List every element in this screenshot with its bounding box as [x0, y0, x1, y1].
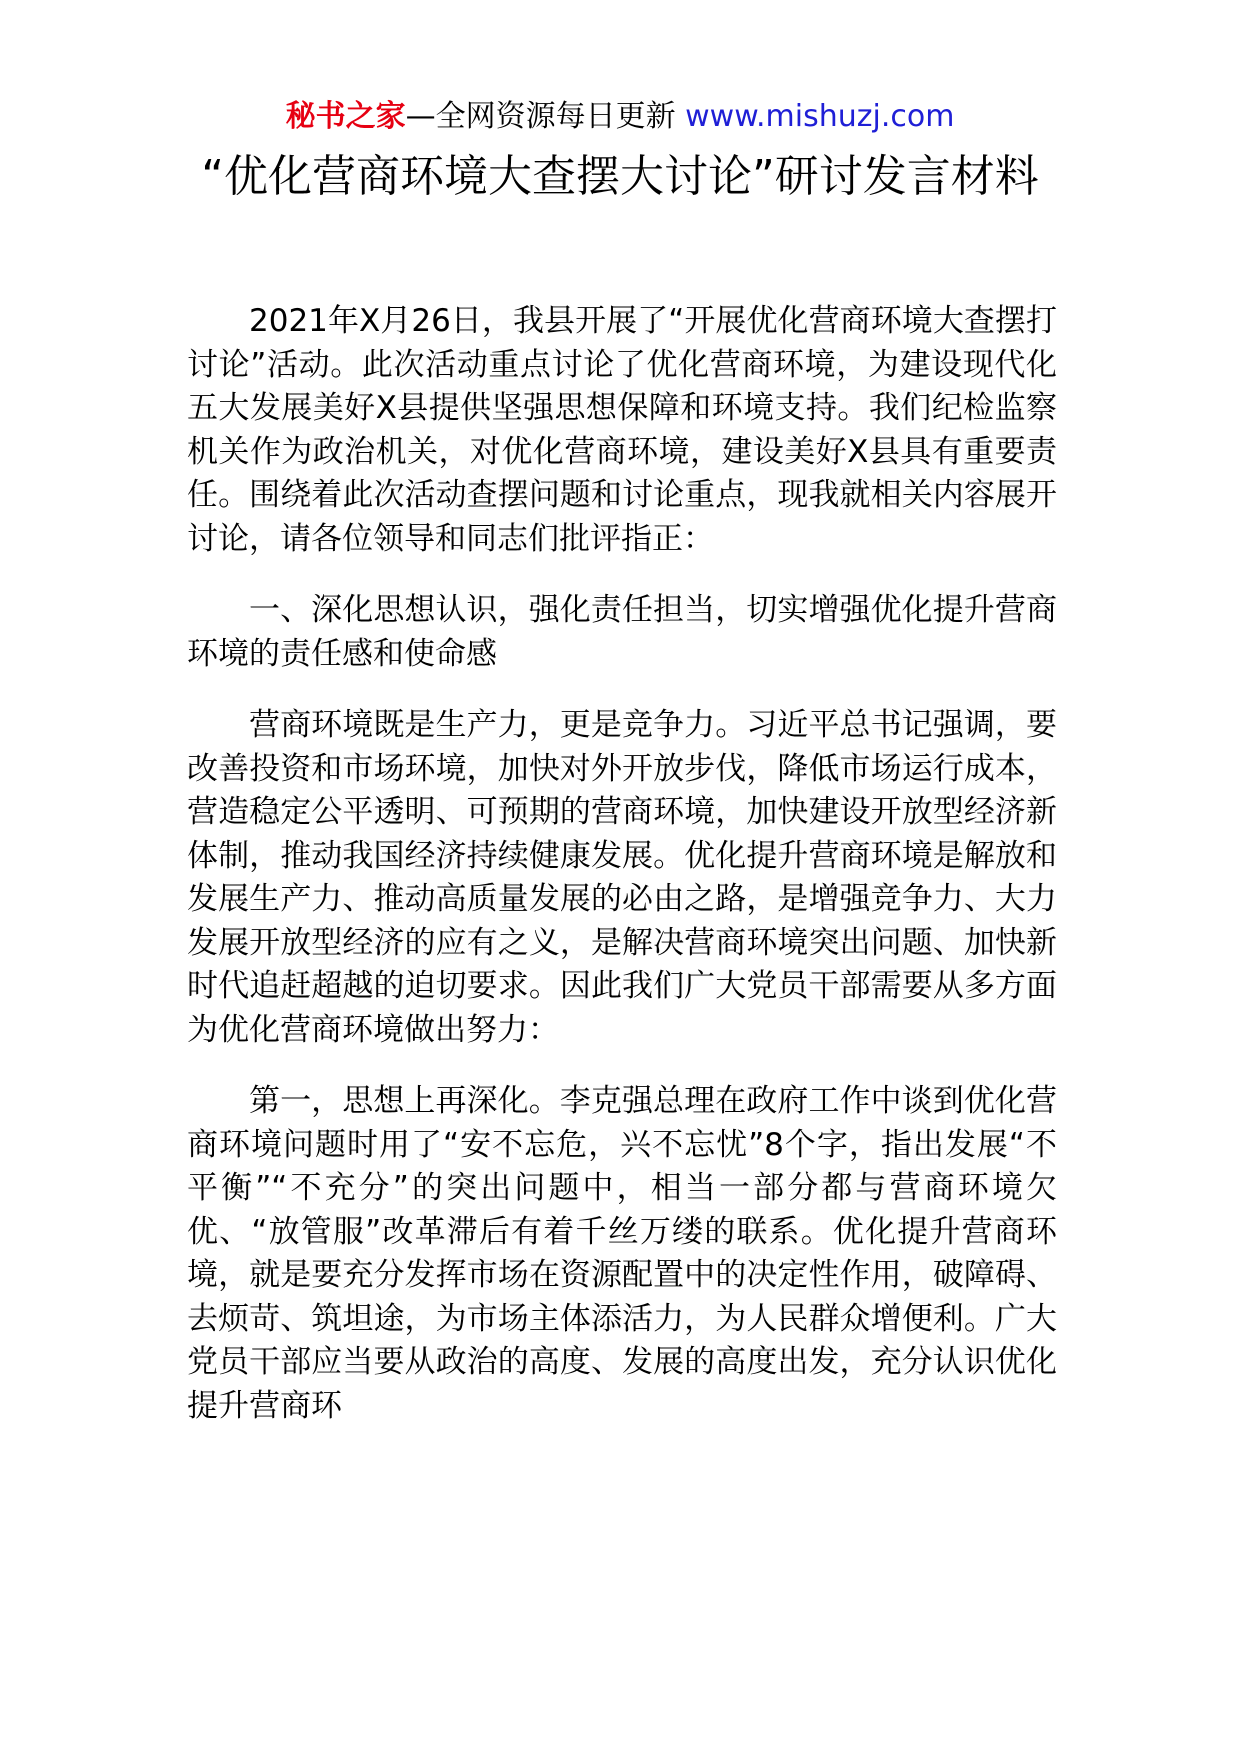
document-body [187, 300, 1057, 1456]
site-watermark-header [0, 96, 1240, 138]
paragraph-first-point: 第一，思想上再深化。李克强总理在政府工作中谈到优化营商环境问题时用了“安不忘危，兴不忘忧”8个字，指出发展“不平衡”“不充分”的突出问题中，相当一部分都与营商环境欠优、“放管服”改革滞后有着千丝万缕的联系。优化提升营商环境，就是要充分发挥市场在资源配置中的决定性作用，破障碍、去烦苛、筑坦途，为市场主体添活力，为人民群众增便利。广大党员干部应当要从政治的高度、发展的高度出发，充分认识优化提升营商环 [187, 1083, 1057, 1424]
brand-tagline: —全网资源每日更新 [405, 99, 686, 134]
section-heading-1: 一、深化思想认识，强化责任担当，切实增强优化提升营商环境的责任感和使命感 [187, 592, 1057, 672]
site-url-link[interactable]: www.mishuzj.com [685, 99, 955, 134]
document-title: “优化营商环境大查摆大讨论”研讨发言材料 [201, 151, 1039, 202]
paragraph-intro: 2021年X月26日，我县开展了“开展优化营商环境大查摆打讨论”活动。此次活动重点讨论了优化营商环境，为建设现代化五大发展美好X县提供坚强思想保障和环境支持。我们纪检监察机关作为政治机关，对优化营商环境，建设美好X县具有重要责任。围绕着此次活动查摆问题和讨论重点，现我就相关内容展开讨论，请各位领导和同志们批评指正： [187, 303, 1057, 557]
paragraph-business-environment: 营商环境既是生产力，更是竞争力。习近平总书记强调，要改善投资和市场环境，加快对外开放步伐，降低市场运行成本，营造稳定公平透明、可预期的营商环境，加快建设开放型经济新体制，推动我国经济持续健康发展。优化提升营商环境是解放和发展生产力、推动高质量发展的必由之路，是增强竞争力、大力发展开放型经济的应有之义，是解决营商环境突出问题、加快新时代追赶超越的迫切要求。因此我们广大党员干部需要从多方面为优化营商环境做出努力： [187, 707, 1057, 1048]
brand-name: 秘书之家 [285, 99, 406, 134]
